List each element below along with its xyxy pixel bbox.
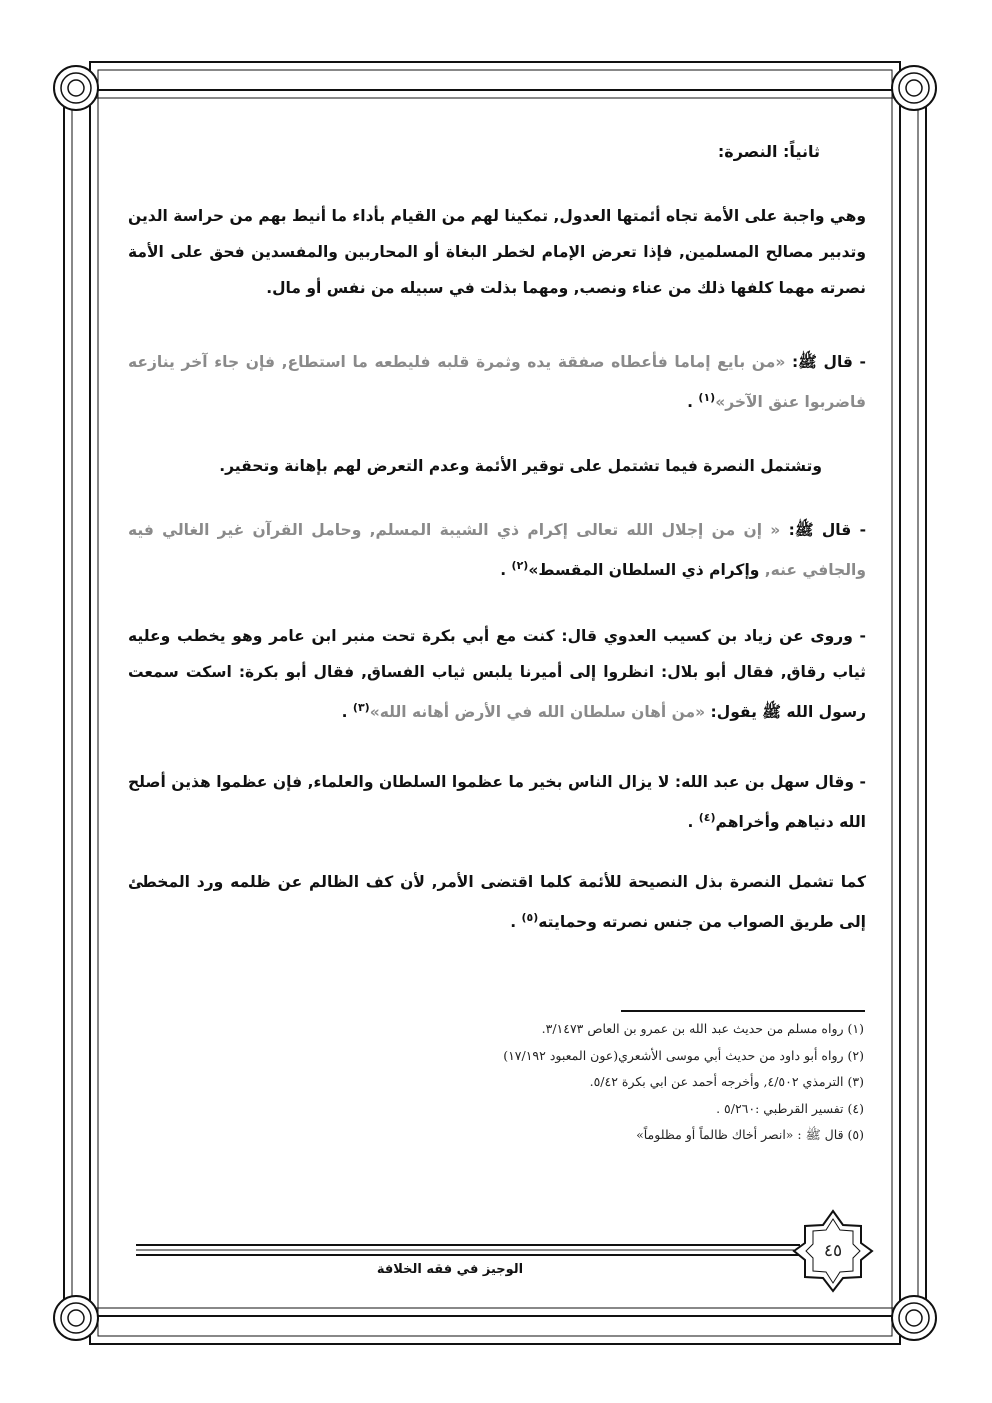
paragraph-text: - وقال سهل بن عبد الله: لا يزال الناس بخير ما عظموا السلطان والعلماء, فإن عظموا هذين أصلح الله دنياهم وأخراهم — [128, 773, 866, 832]
page-number: ٤٥ — [823, 1241, 843, 1261]
hadith-text: « إن من إجلال الله تعالى إكرام ذي الشيبة المسلم, وحامل القرآن غير الغالي فيه والجافي عنه, — [128, 521, 866, 580]
footnote-ref-1[interactable]: (١) — [698, 391, 716, 404]
footnote-ref-4[interactable]: (٤) — [698, 811, 716, 824]
corner-ornament-top-right — [892, 66, 936, 110]
paragraph-7 — [128, 864, 866, 940]
footnote-1: (١) رواه مسلم من حديث عبد الله بن عمرو بن العاص ٣/١٤٧٣. — [541, 1021, 864, 1036]
paragraph-text: وهي واجبة على الأمة تجاه أئمتها العدول, تمكينا لهم من القيام بأداء ما أنيط بهم من حراسة الدين وتدبير مصالح المسلمين, فإذا تعرض الإمام لخطر البغاة أو المحاربين والمفسدين فحق على الأمة نصرته مهما كلفها ذلك من عناء ونصب, ومهما بذلت في سبيله من نفس أو مال. — [128, 207, 866, 297]
sentence-end: . — [341, 703, 353, 722]
corner-ornament-bottom-left — [54, 1296, 98, 1340]
corner-ornament-top-left — [54, 66, 98, 110]
footnote-separator — [621, 1010, 865, 1012]
footnote-3: (٣) الترمذي ٤/٥٠٢, وأخرجه أحمد عن ابي بكرة ٥/٤٢. — [589, 1074, 864, 1089]
footnote-4: (٤) تفسير القرطبي :٥/٢٦٠ . — [716, 1100, 864, 1116]
hadith-lead: - قال ﷺ: — [780, 521, 866, 539]
paragraph-3 — [128, 448, 866, 484]
hadith-quote: «من أهان سلطان الله في الأرض أهانه الله» — [369, 703, 706, 722]
footnote-ref-2[interactable]: (٢) — [511, 559, 529, 572]
sentence-end: . — [510, 913, 522, 932]
paragraph-6 — [128, 764, 866, 840]
footnote-5: (٥) قال ﷺ : «انصر أخاك ظالماً أو مظلوماً» — [636, 1127, 864, 1142]
footnotes-list — [503, 1016, 864, 1149]
hadith-lead: - قال ﷺ: — [785, 353, 866, 371]
footnote-ref-3[interactable]: (٣) — [352, 701, 370, 714]
paragraph-text: - وروى عن زياد بن كسيب العدوي قال: كنت مع أبي بكرة تحت منبر ابن عامر وهو يخطب وعليه ثياب رقاق, فقال أبو بلال: انظروا إلى أميرنا يلبس ثياب الفساق, فقال أبو بكرة: اسكت سمعت رسول الله ﷺ يقول: — [128, 627, 866, 722]
hadith-text: «من بايع إماما فأعطاه صفقة يده وثمرة قلبه فليطعه ما استطاع, فإن جاء آخر ينازعه فاضربوا عنق الآخر» — [128, 353, 866, 412]
section-heading: ثانياً: النصرة: — [717, 142, 820, 161]
book-title: الوجيز في فقه الخلافة — [376, 1262, 524, 1277]
sentence-end: . — [687, 393, 699, 412]
paragraph-2-hadith — [128, 344, 866, 420]
paragraph-1 — [128, 198, 866, 306]
paragraph-5 — [128, 618, 866, 730]
sentence-end: . — [687, 813, 699, 832]
hadith-text-tail: وإكرام ذي السلطان المقسط» — [528, 561, 765, 580]
footnote-2: (٢) رواه أبو داود من حديث أبي موسى الأشعري(عون المعبود ١٧/١٩٢) — [503, 1047, 864, 1063]
corner-ornament-bottom-right — [892, 1296, 936, 1340]
paragraph-text: وتشتمل النصرة فيما تشتمل على توقير الأئمة وعدم التعرض لهم بإهانة وتحقير. — [219, 457, 822, 475]
sentence-end: . — [500, 561, 512, 580]
footnote-ref-5[interactable]: (٥) — [521, 911, 539, 924]
paragraph-text: كما تشمل النصرة بذل النصيحة للأئمة كلما اقتضى الأمر, لأن كف الظالم عن ظلمه ورد المخطئ إلى طريق الصواب من جنس نصرته وحمايته — [128, 873, 866, 932]
paragraph-4-hadith — [128, 512, 866, 588]
